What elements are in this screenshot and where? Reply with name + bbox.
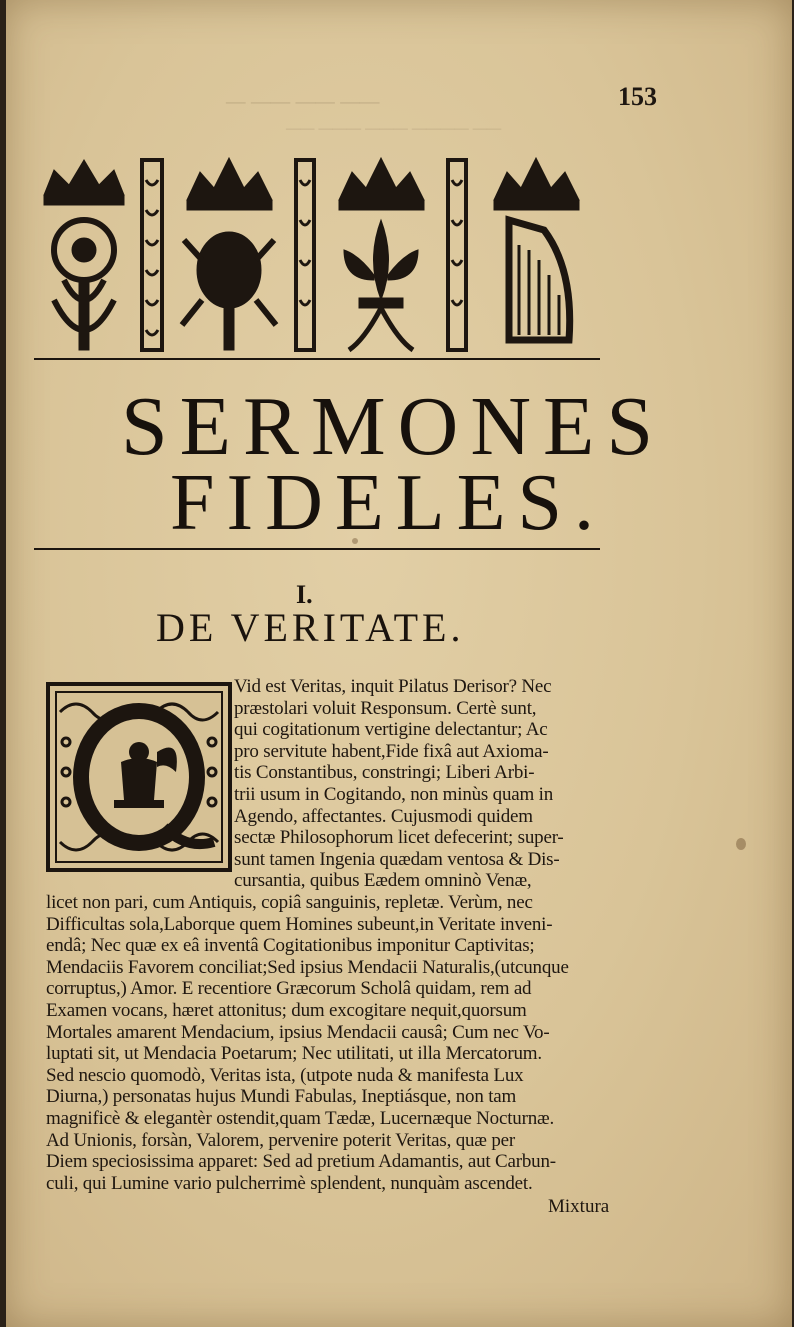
body-text-line: cursantia, quibus Eædem omninò Venæ, bbox=[234, 870, 532, 892]
body-text-line: Mendaciis Favorem conciliat;Sed ipsius Mendacii Naturalis,(utcunque bbox=[46, 956, 569, 978]
title-rule bbox=[34, 548, 600, 550]
body-text-line: Agendo, affectantes. Cujusmodi quidem bbox=[234, 805, 533, 827]
body-text-line: trii usum in Cogitando, non minùs quam in bbox=[234, 784, 554, 805]
handwritten-margin-note bbox=[614, 579, 794, 585]
body-text-line: culi, qui Lumine vario pulcherrimè splendent, nunquàm ascendet. bbox=[46, 1172, 533, 1194]
body-text-line: Mortales amarent Mendacium, ipsius Mendacii causâ; Cum nec Vo- bbox=[46, 1021, 550, 1043]
section-title: DE VERITATE. bbox=[156, 605, 465, 650]
body-text-line: sectæ Philosophorum licet defecerint; super- bbox=[234, 827, 564, 849]
title-line-2: FIDELES. bbox=[170, 459, 606, 547]
body-text-line: luptati sit, ut Mendacia Poetarum; Nec utilitati, ut illa Mercatorum. bbox=[46, 1043, 542, 1065]
body-text-line: qui cogitationum vertigine delectantur; Ac bbox=[234, 719, 548, 741]
body-text-line: magnificè & elegantèr ostendit,quam Tædæ, Lucernæque Nocturnæ. bbox=[46, 1108, 555, 1129]
body-text-line: endâ; Nec quæ ex eâ inventâ Cogitationibus imponitur Captivitas; bbox=[46, 935, 535, 957]
dropcap-letter: Q bbox=[196, 722, 197, 723]
show-through-text: —— ——— ——— ———— —— bbox=[286, 120, 502, 137]
body-text-line: corruptus,) Amor. E recentiore Græcorum Scholâ quidam, rem ad bbox=[46, 978, 532, 1000]
decorated-initial-q bbox=[46, 682, 232, 872]
crowned-fleur-de-lis-icon bbox=[339, 158, 424, 350]
crowned-harp-icon bbox=[494, 158, 579, 340]
ornament-column-icon bbox=[142, 160, 162, 350]
section-number: I. bbox=[296, 580, 313, 609]
body-text-line: pro servitute habent,Fide fixâ aut Axioma- bbox=[234, 740, 549, 762]
crowned-rose-icon bbox=[44, 160, 124, 350]
body-text-line: sunt tamen Ingenia quædam ventosa & Dis- bbox=[234, 848, 560, 870]
header-rule bbox=[34, 358, 600, 360]
paper-stain bbox=[352, 538, 358, 544]
body-text-line: Diurna,) personatas hujus Mundi Fabulas, Ineptiásque, non tam bbox=[46, 1086, 517, 1108]
ornament-column-icon bbox=[296, 160, 314, 350]
body-text-line: Difficultas sola,Laborque quem Homines subeunt,in Veritate inveni- bbox=[46, 913, 553, 935]
page-number: 153 bbox=[618, 82, 657, 111]
body-text-line: tis Constantibus, constringi; Liberi Arbi- bbox=[234, 762, 535, 784]
crowned-thistle-icon bbox=[182, 158, 276, 350]
show-through-text: — —— —— —— bbox=[226, 88, 380, 113]
body-text-line: Sed nescio quomodò, Veritas ista, (utpote nuda & manifesta Lux bbox=[46, 1064, 524, 1086]
body-text-line: præstolari voluit Responsum. Certè sunt, bbox=[234, 697, 537, 719]
title-line-1: SERMONES bbox=[120, 380, 666, 473]
catchword: Mixtura bbox=[548, 1196, 610, 1217]
paper-stain bbox=[736, 838, 746, 850]
ornament-column-icon bbox=[448, 160, 466, 350]
body-text-line: Diem speciosissima apparet: Sed ad pretium Adamantis, aut Carbun- bbox=[46, 1151, 556, 1173]
body-text-line: licet non pari, cum Antiquis, copiâ sanguinis, repletæ. Verùm, nec bbox=[46, 892, 533, 913]
body-text-line: Vid est Veritas, inquit Pilatus Derisor? Nec bbox=[234, 676, 552, 697]
royal-emblems-headpiece bbox=[34, 150, 600, 360]
book-page bbox=[6, 0, 792, 1327]
body-text-line: Ad Unionis, forsàn, Valorem, pervenire poterit Veritas, quæ per bbox=[46, 1129, 515, 1151]
body-text-line: Examen vocans, hæret attonitus; dum excogitare nequit,quorsum bbox=[46, 1000, 527, 1021]
